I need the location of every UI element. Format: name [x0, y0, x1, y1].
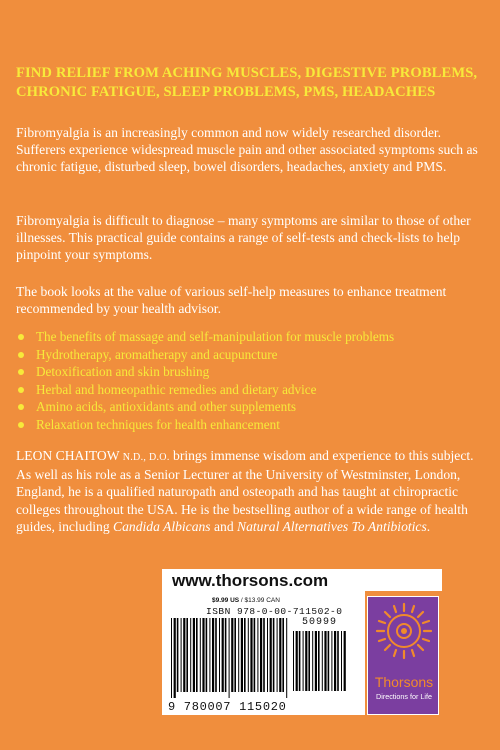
- list-item: [16, 363, 486, 381]
- bio-text: .: [426, 518, 431, 534]
- bullet-icon: [18, 387, 24, 393]
- bio-text: and: [210, 518, 238, 534]
- list-item: [16, 398, 486, 416]
- bio-text: brings immense wisdom and experience to this subject. As well as his role as a Senior Lecturer at the University of Westminster, London, England, he is a qualified naturopath and osteopath and has taught at chiropractic colleges throughout the USA. He is the bestselling author of a wide range of health guides, including: [16, 448, 474, 534]
- isbn-text: ISBN 978-0-00-711502-0: [206, 606, 343, 617]
- paragraph-self-help: The book looks at the value of various self-help measures to enhance treatment recommended by your health advisor.: [16, 284, 447, 317]
- list-item: [16, 381, 486, 399]
- headline: FIND RELIEF FROM ACHING MUSCLES, DIGESTIVE PROBLEMS, CHRONIC FATIGUE, SLEEP PROBLEMS, PMS, HEADACHES: [16, 65, 478, 100]
- author-credentials: N.D., D.O.: [122, 452, 170, 463]
- author-bio: [16, 447, 488, 535]
- price-can: / $13.99 CAN: [239, 597, 280, 604]
- publisher-url: www.thorsons.com: [162, 569, 442, 591]
- ean-number: 9 780007 115020: [168, 700, 287, 714]
- book-title: Candida Albicans: [113, 518, 211, 534]
- publisher-logo: [367, 596, 439, 715]
- addon-barcode: [292, 631, 346, 697]
- bullet-icon: [18, 369, 24, 375]
- bullet-icon: [18, 334, 24, 340]
- publisher-tagline: Directions for Life: [376, 692, 432, 701]
- price-code: 50999: [302, 617, 338, 628]
- list-item-text: Relaxation techniques for health enhancement: [36, 416, 280, 432]
- bullet-icon: [18, 352, 24, 358]
- book-title: Natural Alternatives To Antibiotics: [237, 518, 427, 534]
- paragraph-diagnosis: Fibromyalgia is difficult to diagnose – many symptoms are similar to those of other illnesses. This practical guide contains a range of self-tests and check-lists to help pinpoint your symptoms.: [16, 213, 471, 263]
- publisher-name: Thorsons: [374, 674, 434, 690]
- list-item-text: The benefits of massage and self-manipulation for muscle problems: [36, 329, 395, 344]
- list-item: [16, 346, 486, 364]
- list-item: [16, 328, 486, 346]
- price-label: [212, 597, 280, 604]
- bullet-icon: [18, 404, 24, 410]
- feature-list: [16, 328, 486, 433]
- list-item-text: Herbal and homeopathic remedies and dietary advice: [36, 381, 317, 397]
- bullet-icon: [18, 422, 24, 428]
- price-us: $9.99 US: [212, 597, 240, 604]
- sun-logo-icon: [375, 602, 433, 660]
- list-item-text: Hydrotherapy, aromatherapy and acupuncture: [36, 346, 278, 362]
- list-item-text: Detoxification and skin brushing: [36, 364, 210, 379]
- ean-barcode: [170, 618, 288, 698]
- author-name: LEON CHAITOW: [16, 448, 120, 463]
- list-item-text: Amino acids, antioxidants and other supplements: [36, 399, 297, 414]
- list-item: [16, 416, 486, 434]
- paragraph-intro: Fibromyalgia is an increasingly common and now widely researched disorder. Sufferers experience widespread muscle pain and other associated symptoms such as chronic fatigue, disturbed sleep, bowel disorders, headaches, anxiety and PMS.: [16, 125, 478, 175]
